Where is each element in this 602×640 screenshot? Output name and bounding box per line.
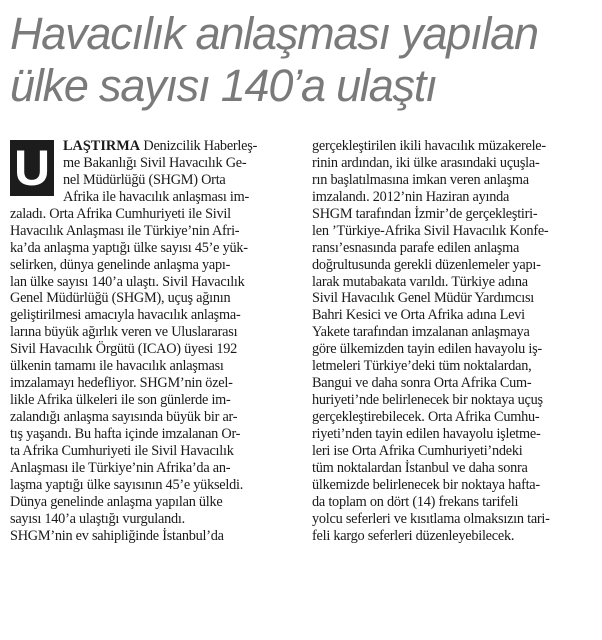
- column-line: larak mutabakata varıldı. Türkiye adına: [312, 273, 528, 290]
- column-line: gerçekleştirebilecek. Orta Afrika Cumhu-: [312, 409, 540, 425]
- column-line: Anlaşması ile Türkiye’nin Afrika’da an-: [10, 459, 231, 476]
- column-line: yolcu seferleri ve kısıtlama olmaksızın tari-: [312, 510, 550, 527]
- column-line: ransı’esnasında parafe edilen anlaşma: [312, 239, 520, 256]
- column-line: Dünya genelinde anlaşma yapılan ülke: [10, 493, 223, 510]
- column-line: selirken, dünya genelinde anlaşma yapı-: [10, 256, 231, 273]
- column-line: zaladı. Orta Afrika Cumhuriyeti ile Sivil: [10, 205, 231, 222]
- column-line: sayısı 140’a ulaştığı vurgulandı.: [10, 510, 185, 527]
- column-line: larına büyük ağırlık veren ve Uluslararası: [10, 324, 238, 341]
- column-line: rın başlatılmasına imkan veren anlaşma: [312, 171, 529, 188]
- column-line: Bahri Kesici ve Orta Afrika adına Levi: [312, 307, 525, 324]
- drop-cap: U: [10, 140, 54, 196]
- column-line: huriyeti’nde belirlenecek bir noktaya uçuş: [312, 392, 543, 409]
- column-line: LAŞTIRMA Denizcilik Haberleş-: [63, 138, 258, 154]
- lead-word: LAŞTIRMA: [63, 138, 141, 154]
- column-line: me Bakanlığı Sivil Havacılık Ge-: [63, 154, 247, 171]
- column-line: ülkenin tamamı ile havacılık anlaşması: [10, 358, 224, 375]
- column-line: feli kargo seferleri düzenleyebilecek.: [312, 527, 515, 544]
- headline-line-2: ülke sayısı 140’a ulaştı: [10, 60, 437, 111]
- column-line: Yakete tarafından imzalanan anlaşmaya: [312, 324, 530, 341]
- column-line: gerçekleştirilen ikili havacılık müzakerele-: [312, 138, 546, 154]
- column-line: riyeti’nden tayin edilen havayolu işletme-: [312, 425, 541, 442]
- column-line: ka’da anlaşma yaptığı ülke sayısı 45’e yük-: [10, 239, 248, 256]
- column-line: likle Afrika ülkeleri ile son günlerde im-: [10, 392, 231, 409]
- column-line: leri ise Orta Afrika Cumhuriyeti’ndeki: [312, 442, 523, 459]
- article-column-right: [312, 138, 595, 545]
- column-line: Afrika ile havacılık anlaşması im-: [63, 188, 250, 205]
- column-line: Genel Müdürlüğü (SHGM), uçuş ağının: [10, 290, 231, 307]
- article-column-left: [10, 138, 293, 545]
- column-line: Havacılık Anlaşması ile Türkiye’nin Afri-: [10, 222, 240, 239]
- column-line: len ’Türkiye-Afrika Sivil Havacılık Konfe-: [312, 222, 549, 239]
- column-line: SHGM tarafından İzmir’de gerçekleştiri-: [312, 205, 538, 222]
- column-line: rinin ardından, iki ülke arasındaki uçuşla-: [312, 154, 540, 171]
- column-line: Sivil Havacılık Genel Müdür Yardımcısı: [312, 290, 535, 307]
- column-line: nel Müdürlüğü (SHGM) Orta: [63, 171, 226, 188]
- column-line: Bangui ve daha sonra Orta Afrika Cum-: [312, 375, 532, 392]
- column-line: göre ülkemizden tayin edilen havayolu iş-: [312, 341, 542, 358]
- column-line: letmeleri Türkiye’deki tüm noktalardan,: [312, 358, 532, 375]
- column-line: imzalandı. 2012’nin Haziran ayında: [312, 188, 510, 205]
- column-line: SHGM’nin ev sahipliğinde İstanbul’da: [10, 527, 224, 544]
- column-line: geliştirilmesi amacıyla havacılık anlaşma-: [10, 307, 241, 324]
- column-line: laşma yaptığı ülke sayısının 45’e yükseldi.: [10, 476, 244, 493]
- column-line: Sivil Havacılık Örgütü (ICAO) üyesi 192: [10, 341, 238, 358]
- column-line: tış yaşandı. Bu hafta içinde imzalanan Or-: [10, 425, 241, 442]
- column-line: ta Afrika Cumhuriyeti ile Sivil Havacılık: [10, 442, 234, 459]
- column-line: da toplam on dört (14) frekans tarifeli: [312, 493, 519, 510]
- column-line: doğrultusunda gerekli düzenlemeler yapı-: [312, 256, 541, 273]
- column-line: lan ülke sayısı 140’a ulaştı. Sivil Havacılık: [10, 273, 245, 290]
- column-line: zalandığı anlaşma sayısında büyük bir ar-: [10, 409, 238, 425]
- article-headline: [10, 8, 595, 112]
- headline-line-1: Havacılık anlaşması yapılan: [10, 8, 538, 59]
- column-line: tüm noktalardan İstanbul ve daha sonra: [312, 459, 528, 476]
- column-line: imzalamayı hedefliyor. SHGM’nin özel-: [10, 375, 233, 392]
- column-line: ülkemizde belirlenecek bir noktaya hafta-: [312, 476, 540, 493]
